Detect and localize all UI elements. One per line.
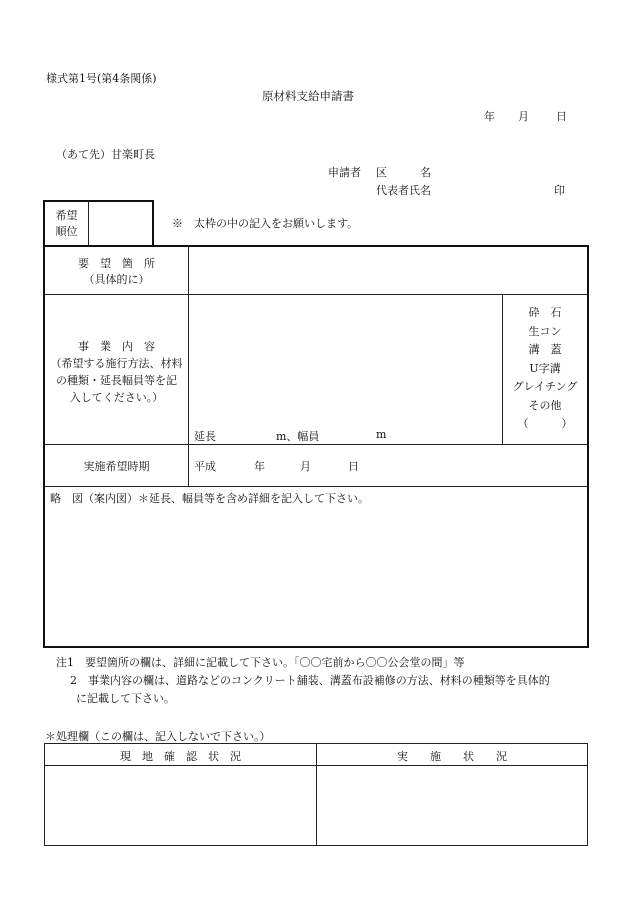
- recipient: （あて先）甘楽町長: [56, 148, 155, 161]
- materials-list: [503, 304, 587, 434]
- material-crushed-stone[interactable]: 砕 石: [528, 306, 562, 319]
- document-title: 原材料支給申請書: [262, 89, 354, 103]
- content-input[interactable]: [190, 296, 502, 426]
- date-month: 月: [518, 110, 529, 123]
- material-grating[interactable]: グレイチング: [512, 380, 578, 393]
- material-other[interactable]: その他: [528, 398, 562, 412]
- material-gutter-cover[interactable]: 溝 蓋: [528, 343, 562, 356]
- thick-frame-note: ※ 太枠の中の記入をお願いします。: [172, 217, 359, 230]
- ward-label: 区 名: [376, 166, 431, 179]
- period-month: 月: [300, 460, 311, 473]
- material-ready-mix[interactable]: 生コン: [528, 324, 562, 338]
- implementation-header: 実 施 状 況: [397, 750, 507, 763]
- processing-label: ＊処理欄（この欄は、記入しないで下さい。）: [45, 730, 271, 743]
- representative-label: 代表者氏名: [376, 184, 431, 197]
- form-number: 様式第1号(第4条関係): [46, 72, 157, 85]
- row-divider: [45, 486, 587, 487]
- location-input[interactable]: [190, 247, 587, 294]
- applicant-label: 申請者: [328, 166, 361, 179]
- priority-divider: [88, 201, 89, 246]
- material-other-blank[interactable]: （ ）: [517, 417, 573, 430]
- note-2-line2: に記載して下さい。: [76, 692, 175, 705]
- row-divider: [45, 444, 587, 445]
- period-era: 平成: [194, 460, 216, 473]
- date-year: 年: [484, 110, 495, 123]
- label-column-divider: [188, 247, 189, 486]
- note-1: 注1 要望箇所の欄は、詳細に記載して下さい。「〇〇宅前から〇〇公会堂の間」等: [56, 656, 465, 669]
- material-u-gutter[interactable]: U字溝: [529, 361, 561, 375]
- row-divider: [45, 294, 587, 295]
- note-2-line1: 2 事業内容の欄は、道路などのコンクリート舗装、溝蓋布設補修の方法、材料の種類等を具体的: [70, 674, 550, 687]
- width-unit: m: [376, 428, 387, 441]
- period-day: 日: [348, 460, 359, 473]
- period-year: 年: [254, 460, 265, 473]
- extension-label: 延長: [194, 430, 216, 443]
- sketch-label: 略 図（案内図）＊延長、幅員等を含め詳細を記入して下さい。: [50, 492, 369, 505]
- priority-label: 希望 順位: [55, 209, 78, 238]
- priority-input[interactable]: [90, 203, 152, 245]
- period-label: 実施希望時期: [83, 460, 150, 473]
- date-day: 日: [556, 110, 567, 123]
- site-check-header: 現 地 確 認 状 況: [120, 750, 241, 763]
- extension-unit: m、幅員: [276, 430, 320, 443]
- content-label: 事 業 内 容 （希望する施行方法、材料 の種類・延長幅員等を記 入してください。）: [50, 340, 183, 404]
- sketch-area[interactable]: [45, 506, 587, 646]
- location-label: 要 望 箇 所 （具体的に）: [78, 257, 155, 286]
- seal-mark: 印: [554, 184, 565, 197]
